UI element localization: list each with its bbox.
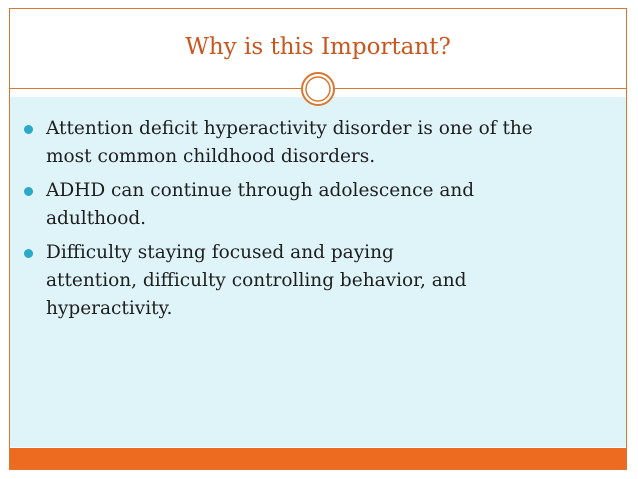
list-item — [24, 177, 614, 233]
bullet-list — [24, 115, 614, 329]
bullet-line: adulthood. — [46, 208, 147, 229]
bullet-icon — [24, 187, 33, 196]
bullet-line: attention, difficulty controlling behavior, and — [46, 270, 467, 291]
bullet-line: hyperactivity. — [46, 298, 173, 319]
bullet-icon — [24, 249, 33, 258]
footer-stripe — [10, 448, 626, 469]
bullet-line: ADHD can continue through adolescence and — [46, 180, 475, 201]
list-item — [24, 115, 614, 171]
bullet-line: most common childhood disorders. — [46, 146, 376, 167]
circle-ornament-icon — [300, 71, 336, 107]
bullet-line: Attention deficit hyperactivity disorder is one of the — [46, 118, 533, 139]
slide-title: Why is this Important? — [185, 34, 451, 60]
bullet-line: Difficulty staying focused and paying — [46, 242, 394, 263]
bullet-icon — [24, 125, 33, 134]
list-item — [24, 239, 614, 323]
